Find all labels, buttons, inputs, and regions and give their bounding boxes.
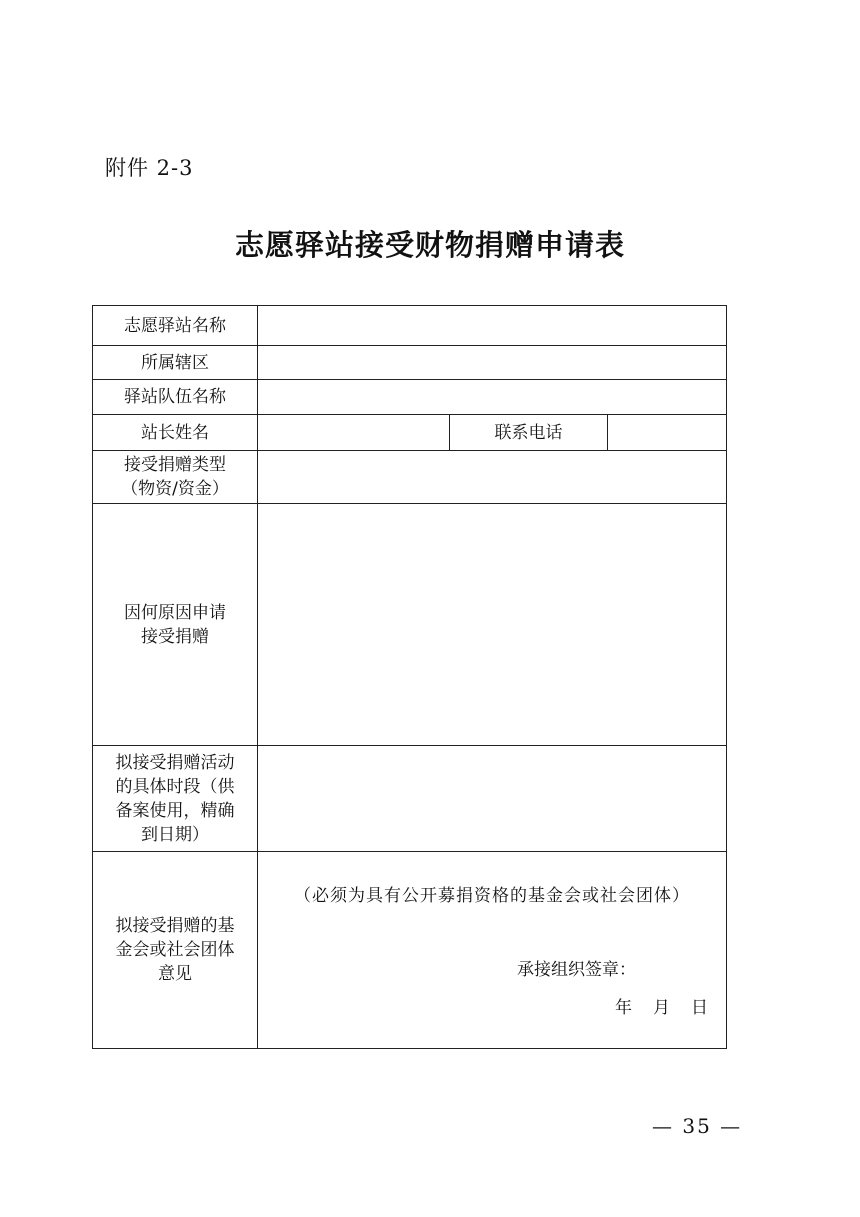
foundation-opinion-label-line1: 拟接受捐赠的基 — [115, 916, 235, 936]
row-team-name — [93, 380, 727, 415]
form-title: 志愿驿站接受财物捐赠申请表 — [234, 228, 625, 262]
team-name-label: 驿站队伍名称 — [93, 380, 258, 415]
phone-field[interactable] — [608, 415, 727, 451]
manager-name-field[interactable] — [258, 415, 450, 451]
row-donation-type — [93, 451, 727, 504]
station-name-label: 志愿驿站名称 — [93, 306, 258, 346]
reason-field[interactable] — [258, 504, 727, 746]
activity-period-label-line3: 备案使用，精确 — [115, 800, 235, 821]
foundation-opinion-label-line2: 金会或社会团体 — [115, 940, 235, 960]
activity-period-label-line2: 的具体时段（供 — [115, 776, 235, 797]
row-activity-period — [93, 746, 727, 852]
donation-type-label-line2: （物资/资金） — [121, 479, 229, 499]
donation-type-label — [93, 451, 258, 504]
donation-type-field[interactable] — [258, 451, 727, 504]
application-form-table — [92, 305, 727, 1049]
page-number: — 35 — — [652, 1114, 743, 1138]
row-district — [93, 346, 727, 380]
donation-type-label-line1: 接受捐赠类型 — [124, 455, 226, 475]
district-label: 所属辖区 — [93, 346, 258, 380]
foundation-opinion-label-line3: 意见 — [158, 964, 192, 984]
activity-period-field[interactable] — [258, 746, 727, 852]
row-station-name — [93, 306, 727, 346]
date-label: 年 月 日 — [615, 998, 710, 1018]
foundation-opinion-content — [258, 852, 726, 1048]
district-field[interactable] — [258, 346, 727, 380]
reason-label-line1: 因何原因申请 — [124, 602, 226, 623]
phone-label: 联系电话 — [450, 415, 608, 451]
signature-label: 承接组织签章： — [517, 960, 636, 980]
foundation-opinion-field[interactable] — [258, 852, 727, 1049]
foundation-opinion-note: （必须为具有公开募捐资格的基金会或社会团体） — [294, 886, 690, 906]
row-reason — [93, 504, 727, 746]
reason-label-line2: 接受捐赠 — [141, 626, 209, 647]
team-name-field[interactable] — [258, 380, 727, 415]
row-manager — [93, 415, 727, 451]
manager-name-label: 站长姓名 — [93, 415, 258, 451]
activity-period-label-line4: 到日期） — [141, 824, 209, 845]
station-name-field[interactable] — [258, 306, 727, 346]
activity-period-label-line1: 拟接受捐赠活动 — [115, 752, 235, 773]
attachment-label: 附件 2-3 — [105, 156, 194, 180]
reason-label — [93, 504, 258, 746]
row-foundation-opinion — [93, 852, 727, 1049]
foundation-opinion-label — [93, 852, 258, 1049]
activity-period-label — [93, 746, 258, 852]
